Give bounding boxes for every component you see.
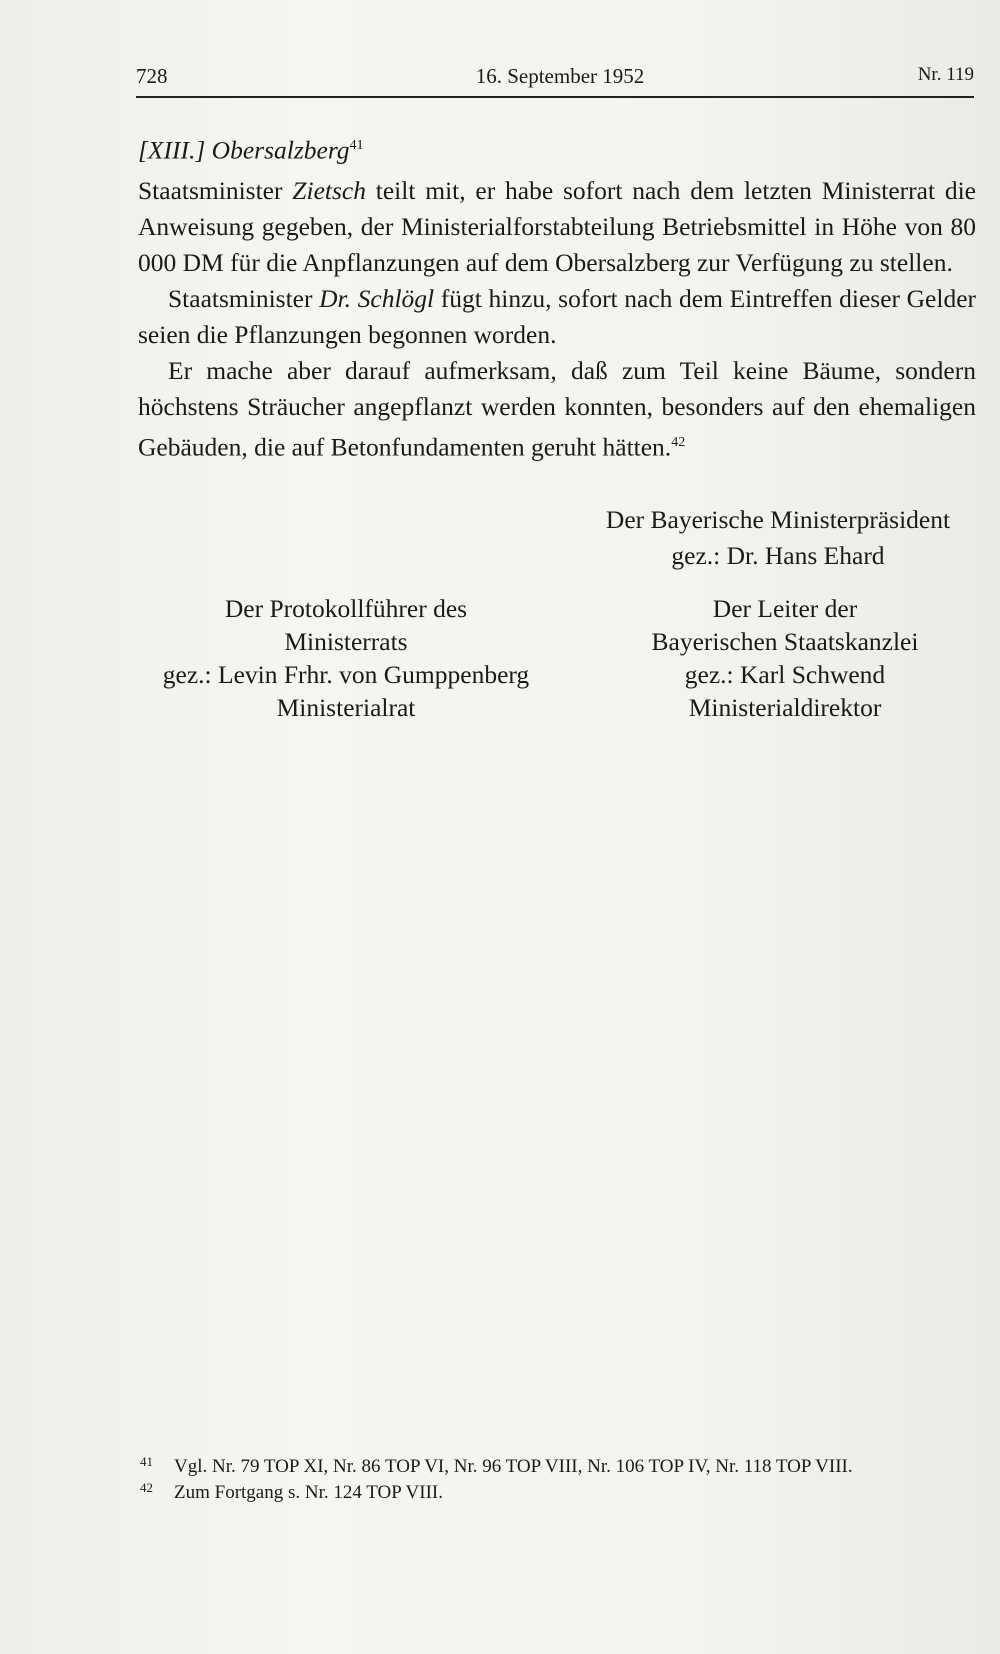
paragraph [138, 281, 976, 353]
chancellery-signature [620, 592, 950, 724]
footnote-text: Zum Fortgang s. Nr. 124 TOP VIII. [174, 1482, 443, 1503]
signature-rank: Ministerialdirektor [688, 693, 882, 722]
footnote-ref: 41 [349, 138, 364, 153]
page-number: 728 [136, 64, 168, 88]
speaker-name: Dr. Schlögl [319, 283, 435, 313]
signature-name: gez.: Levin Frhr. von Gumppenberg [162, 660, 530, 689]
speaker-name: Zietsch [292, 175, 366, 205]
main-text [138, 128, 976, 465]
signature-title: Der Leiter der [712, 594, 858, 623]
protocol-signature [136, 592, 556, 724]
signature-name: gez.: Dr. Hans Ehard [671, 541, 885, 570]
footnote-number: 42 [140, 1480, 153, 1495]
footnote-text: Vgl. Nr. 79 TOP XI, Nr. 86 TOP VI, Nr. 96 TOP VIII, Nr. 106 TOP IV, Nr. 118 TOP VIII. [174, 1456, 853, 1477]
signature-title: Der Protokollführer des [224, 594, 468, 623]
paragraph [138, 173, 976, 281]
footnote-number: 41 [140, 1454, 153, 1469]
issue-number: Nr. 119 [917, 64, 974, 85]
section-title: Obersalzberg [211, 135, 350, 165]
signature-name: gez.: Karl Schwend [684, 660, 886, 689]
footnote [140, 1454, 980, 1480]
paragraph-text: Staatsminister [138, 175, 293, 205]
president-signature [588, 502, 968, 574]
section-heading [138, 128, 976, 169]
paragraph-text: fügt hinzu, sofort nach dem Eintreffen dieser Gelder seien die Pflanzungen begonnen worden. [138, 283, 977, 349]
header-date: 16. September 1952 [475, 64, 645, 88]
page-header [136, 64, 974, 98]
signature-title: Der Bayerische Ministerpräsident [605, 505, 951, 534]
paragraph-text: teilt mit, er habe sofort nach dem letzten Ministerrat die Anweisung gegeben, der Ministerialforstabteilung Betriebsmittel in Höhe von 80 000 DM für die Anpflanzungen auf dem Obersalzberg zur Verfügung zu stellen. [138, 175, 976, 277]
paragraph [138, 353, 976, 466]
signature-title: Bayerischen Staatskanzlei [651, 627, 919, 656]
paragraph-text: Staatsminister [168, 283, 320, 313]
footnote-ref: 42 [671, 434, 686, 450]
signature-rank: Ministerialrat [276, 693, 416, 722]
signature-title: Ministerrats [284, 627, 408, 656]
section-prefix: [XIII.] [138, 135, 212, 165]
footnote [140, 1480, 980, 1506]
footnotes [140, 1454, 980, 1506]
paragraph-text: Er mache aber darauf aufmerksam, daß zum Teil keine Bäume, sondern höchstens Sträucher angepflanzt werden konnten, besonders auf den ehemaligen Gebäuden, die auf Betonfundamenten geruht hätten. [138, 355, 976, 461]
